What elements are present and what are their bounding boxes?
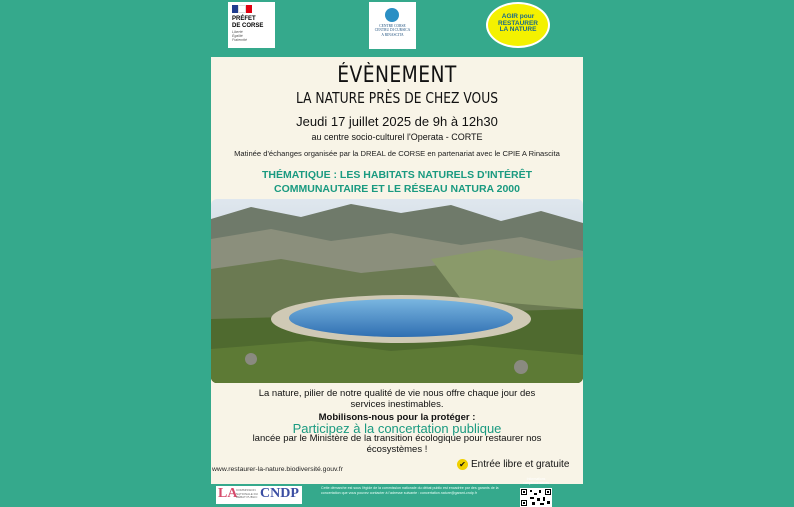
la-logo-text: LA [218, 486, 238, 501]
prefet-title-line: PRÉFET [232, 16, 256, 22]
check-icon: ✔ [457, 459, 468, 470]
event-subtitle: LA NATURE PRÈS DE CHEZ VOUS [295, 89, 499, 107]
cpie-logo [369, 2, 416, 49]
agir-text-line: AGIR pour [501, 13, 535, 20]
call-to-action: Mobilisons-nous pour la protéger : [318, 412, 476, 423]
prefet-motto: Fraternité [232, 38, 247, 42]
website-link[interactable]: www.restaurer-la-nature.biodiversité.gouv.fr [212, 466, 343, 473]
qr-label: Informations complémentaires [523, 477, 549, 485]
agir-text-line: LA NATURE [499, 26, 537, 33]
theme-line: COMMUNAUTAIRE ET LE RÉSEAU NATURA 2000 [274, 183, 520, 195]
description-line: La nature, pilier de notre qualité de vie nous offre chaque jour des [258, 388, 536, 399]
event-place: au centre socio-culturel l'Operata - CORTE [311, 132, 483, 142]
cndp-logo-text: CNDP [260, 486, 299, 501]
prefet-de-corse-logo [228, 2, 275, 48]
cpie-text-line: A RINASCITA [381, 32, 404, 37]
ministry-line: lancée par le Ministère de la transition écologique pour restaurer nos [252, 433, 542, 444]
event-title: ÉVÈNEMENT [337, 63, 457, 88]
cndp-subtitle: COMMISSION NATIONALE DU DÉBAT PUBLIC [236, 488, 258, 499]
footer-notice: Cette démarche est sous l'égide de la commission nationale du débat public est encadrée par des garants de la concertation que vous pouvez contacter à l'adresse suivante : concertation.nature@garant-cndp.fr [321, 486, 499, 495]
description-line: services inestimables. [350, 399, 444, 410]
prefet-title-line: DE CORSE [232, 22, 264, 29]
cpie-emblem-icon [385, 8, 399, 22]
cndp-logo [216, 486, 302, 504]
agir-restaurer-nature-logo [486, 2, 550, 48]
event-organizer: Matinée d'échanges organisée par la DREAL de CORSE en partenariat avec le CPIE A Rinascita [234, 149, 560, 158]
prefet-motto: Égalité [232, 34, 243, 38]
cpie-text-line: CENTRU DI CURSICA [374, 28, 411, 33]
cpie-text-line: CENTRE CORSE [379, 24, 406, 28]
qr-code-icon[interactable] [520, 488, 552, 507]
participation-heading: Participez à la concertation publique [292, 421, 502, 436]
mountain-lake-photo [211, 199, 583, 383]
ministry-line: écosystèmes ! [366, 444, 428, 455]
event-date: Jeudi 17 juillet 2025 de 9h à 12h30 [296, 114, 498, 129]
french-flag-icon [232, 5, 252, 13]
free-entry-note [457, 459, 569, 470]
agir-text-line: RESTAURER [498, 19, 538, 27]
poster-footer [211, 477, 583, 507]
event-poster [211, 57, 583, 507]
prefet-motto: Liberté [232, 30, 243, 34]
free-entry-label: Entrée libre et gratuite [471, 459, 570, 471]
theme-line: THÉMATIQUE : LES HABITATS NATURELS D'INTÉRÊT [261, 169, 533, 181]
